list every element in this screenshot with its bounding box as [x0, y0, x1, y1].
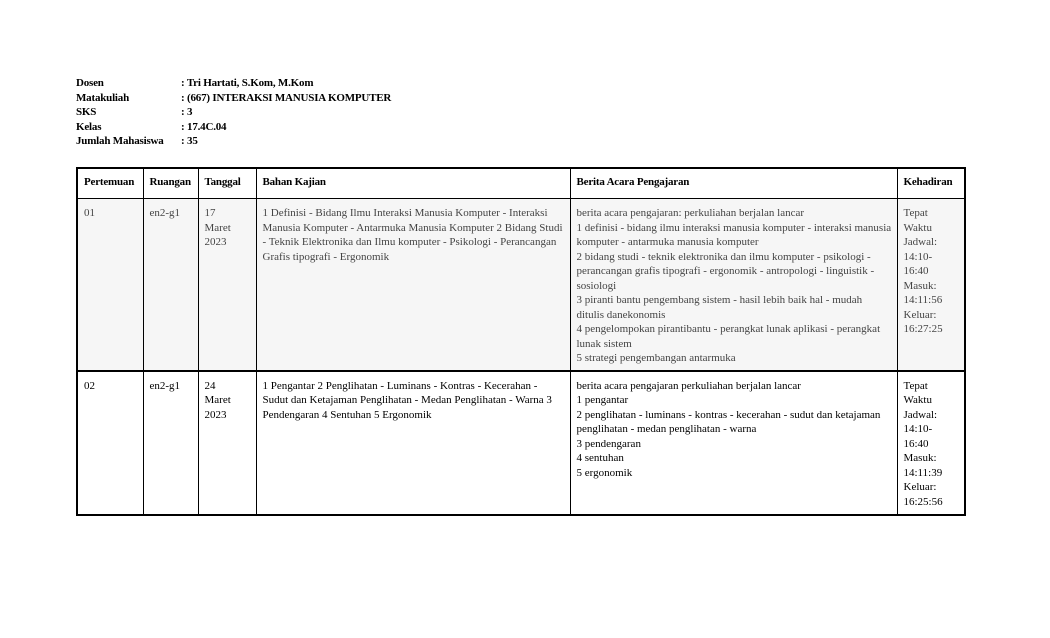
- tanggal-month: Maret: [204, 221, 231, 234]
- header-berita-acara: Berita Acara Pengajaran: [570, 168, 897, 199]
- kehadiran-line: 16:40: [903, 265, 929, 277]
- berita-line: 2 penglihatan - luminans - kontras - kecerahan - sudut dan ketajaman penglihatan - medan penglihatan - warna: [576, 408, 881, 435]
- attendance-table-wrap: [76, 167, 964, 516]
- berita-line: 3 piranti bantu pengembang sistem - hasil lebih baik hal - mudah ditulis danekonomis: [576, 294, 863, 321]
- cell-kehadiran: [897, 199, 965, 371]
- cell-bahan-kajian: 1 Definisi - Bidang Ilmu Interaksi Manusia Komputer - Interaksi Manusia Komputer - Antarmuka Manusia Komputer 2 Bidang Studi - Teknik Elektronika dan Ilmu komputer - Psikologi - Perancangan Grafis tipografi - Ergonomik: [256, 199, 570, 371]
- kehadiran-line: Keluar:: [903, 308, 937, 321]
- berita-line: berita acara pengajaran: perkuliahan berjalan lancar: [576, 207, 804, 219]
- berita-line: 1 definisi - bidang ilmu interaksi manusia komputer - interaksi manusia komputer - antarmuka manusia komputer: [576, 221, 892, 248]
- info-sks: [76, 105, 391, 120]
- attendance-table: [76, 167, 966, 516]
- header-tanggal: Tanggal: [198, 168, 256, 199]
- berita-line: 3 pendengaran: [576, 437, 641, 450]
- header-ruangan: Ruangan: [143, 168, 198, 199]
- berita-line: 2 bidang studi - teknik elektronika dan ilmu komputer - psikologi - perancangan grafis tipografi - ergonomik - antropologi - linguistik - sosiologi: [576, 250, 875, 292]
- kehadiran-line: Keluar:: [903, 481, 937, 493]
- kehadiran-line: 16:40: [903, 437, 929, 450]
- kehadiran-line: 14:10-: [903, 423, 933, 435]
- info-label: Matakuliah: [76, 91, 130, 104]
- kehadiran-line: Tepat: [903, 207, 928, 219]
- header-pertemuan: Pertemuan: [77, 168, 143, 199]
- info-kelas: [76, 120, 391, 135]
- info-value: : Tri Hartati, S.Kom, M.Kom: [181, 77, 314, 89]
- cell-pertemuan: 01: [77, 199, 143, 371]
- berita-line: berita acara pengajaran perkuliahan berjalan lancar: [576, 379, 801, 392]
- info-value: : 17.4C.04: [181, 120, 227, 133]
- cell-kehadiran: [897, 371, 965, 516]
- kehadiran-line: Masuk:: [903, 452, 937, 464]
- berita-line: 4 sentuhan: [576, 452, 624, 464]
- table-header-row: [77, 168, 965, 199]
- table-row: [77, 371, 965, 516]
- cell-ruangan: en2-g1: [143, 371, 198, 516]
- tanggal-month: Maret: [204, 394, 231, 406]
- header-bahan-kajian: Bahan Kajian: [256, 168, 570, 199]
- info-label: Dosen: [76, 77, 104, 89]
- tanggal-year: 2023: [204, 236, 227, 248]
- berita-line: 5 strategi pengembangan antarmuka: [576, 352, 736, 364]
- cell-berita-acara: [570, 371, 897, 516]
- cell-ruangan: en2-g1: [143, 199, 198, 371]
- info-matakuliah: [76, 91, 391, 106]
- kehadiran-line: Waktu: [903, 394, 932, 406]
- tanggal-year: 2023: [204, 408, 227, 421]
- info-label: SKS: [76, 106, 97, 118]
- info-value: : 3: [181, 106, 193, 118]
- info-dosen: [76, 76, 391, 91]
- cell-tanggal: [198, 371, 256, 516]
- header-kehadiran: Kehadiran: [897, 168, 965, 199]
- kehadiran-line: 16:25:56: [903, 495, 943, 508]
- cell-tanggal: [198, 199, 256, 371]
- kehadiran-line: 14:10-: [903, 250, 933, 263]
- kehadiran-line: Tepat: [903, 379, 928, 392]
- tanggal-day: 17: [204, 207, 216, 219]
- tanggal-day: 24: [204, 379, 216, 392]
- kehadiran-line: Jadwal:: [903, 408, 938, 421]
- kehadiran-line: Jadwal:: [903, 236, 938, 248]
- kehadiran-line: 14:11:39: [903, 466, 943, 479]
- berita-line: 4 pengelompokan pirantibantu - perangkat lunak aplikasi - perangkat lunak sistem: [576, 323, 881, 350]
- course-info: [76, 76, 391, 149]
- info-label: Kelas: [76, 120, 102, 133]
- info-value: : 35: [181, 135, 198, 147]
- info-label: Jumlah Mahasiswa: [76, 135, 164, 147]
- info-jumlah-mahasiswa: [76, 134, 391, 149]
- cell-pertemuan: 02: [77, 371, 143, 516]
- kehadiran-line: 14:11:56: [903, 294, 943, 306]
- table-row: [77, 199, 965, 371]
- berita-line: 5 ergonomik: [576, 466, 633, 479]
- kehadiran-line: Waktu: [903, 221, 932, 234]
- kehadiran-line: Masuk:: [903, 279, 937, 292]
- cell-bahan-kajian: 1 Pengantar 2 Penglihatan - Luminans - Kontras - Kecerahan - Sudut dan Ketajaman Penglihatan - Medan Penglihatan - Warna 3 Pendengaran 4 Sentuhan 5 Ergonomik: [256, 371, 570, 516]
- kehadiran-line: 16:27:25: [903, 323, 943, 335]
- cell-berita-acara: [570, 199, 897, 371]
- berita-line: 1 pengantar: [576, 394, 629, 406]
- info-value: : (667) INTERAKSI MANUSIA KOMPUTER: [181, 91, 392, 104]
